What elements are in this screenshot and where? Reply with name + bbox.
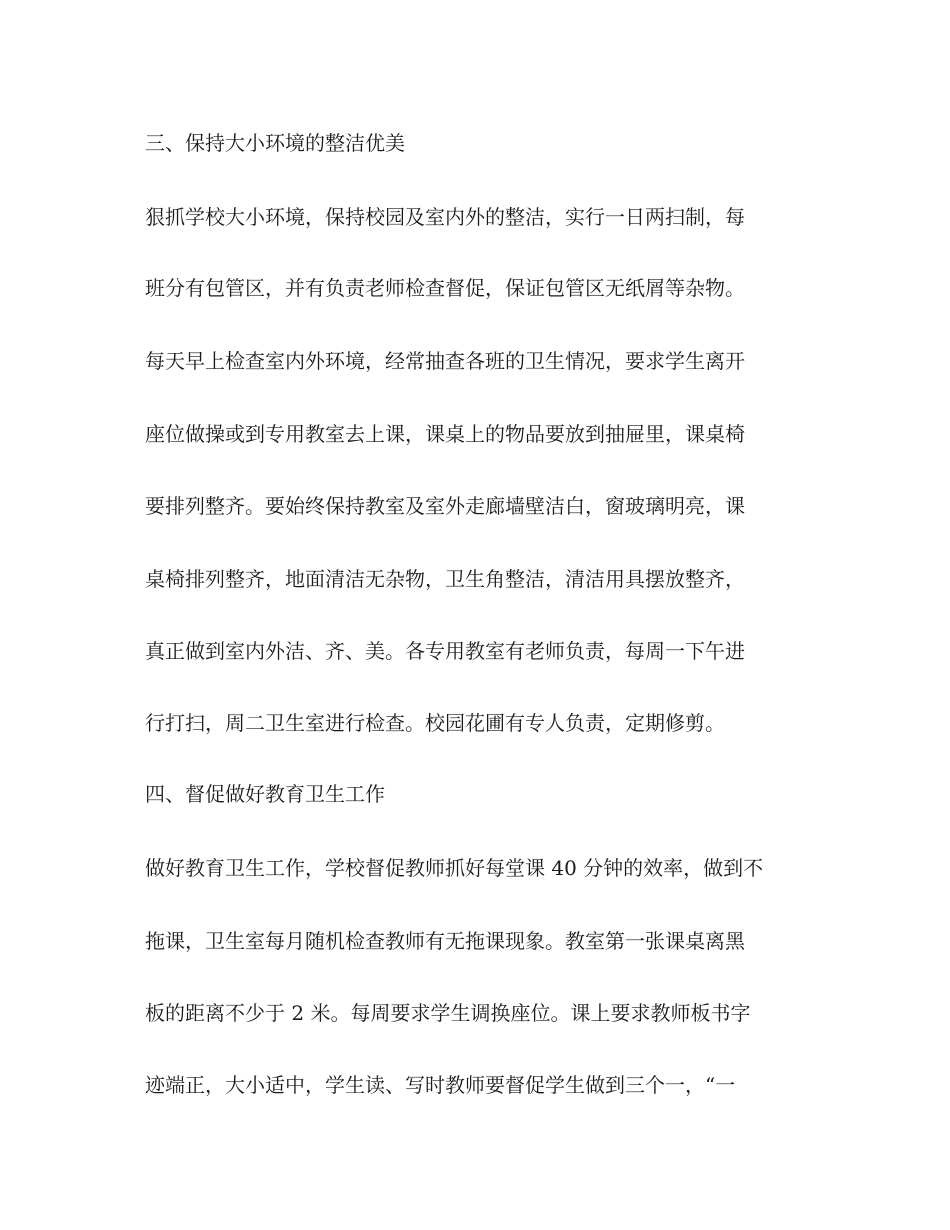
paragraph-line: 班分有包管区，并有负责老师检查督促，保证包管区无纸屑等杂物。 <box>145 276 745 300</box>
paragraph-line: 每天早上检查室内外环境，经常抽查各班的卫生情况，要求学生离开 <box>145 349 745 373</box>
paragraph-line: 做好教育卫生工作，学校督促教师抓好每堂课 40 分钟的效率，做到不 <box>145 856 764 880</box>
section-heading-4: 四、督促做好教育卫生工作 <box>145 782 385 806</box>
paragraph-line: 要排列整齐。要始终保持教室及室外走廊墙壁洁白，窗玻璃明亮，课 <box>145 494 745 518</box>
paragraph-line: 座位做操或到专用教室去上课，课桌上的物品要放到抽屉里，课桌椅 <box>145 422 745 446</box>
section-heading-3: 三、保持大小环境的整洁优美 <box>145 131 405 155</box>
paragraph-line: 行打扫，周二卫生室进行检查。校园花圃有专人负责，定期修剪。 <box>145 711 725 735</box>
paragraph-line: 拖课，卫生室每月随机检查教师有无拖课现象。教室第一张课桌离黑 <box>145 929 745 953</box>
paragraph-line: 迹端正，大小适中，学生读、写时教师要督促学生做到三个一，“一 <box>145 1073 736 1097</box>
paragraph-line: 真正做到室内外洁、齐、美。各专用教室有老师负责，每周一下午进 <box>145 639 745 663</box>
paragraph-line: 狠抓学校大小环境，保持校园及室内外的整洁，实行一日两扫制，每 <box>145 205 745 229</box>
paragraph-line: 板的距离不少于 2 米。每周要求学生调换座位。课上要求教师板书字 <box>145 1001 751 1025</box>
paragraph-line: 桌椅排列整齐，地面清洁无杂物，卫生角整洁，清洁用具摆放整齐， <box>145 567 745 591</box>
